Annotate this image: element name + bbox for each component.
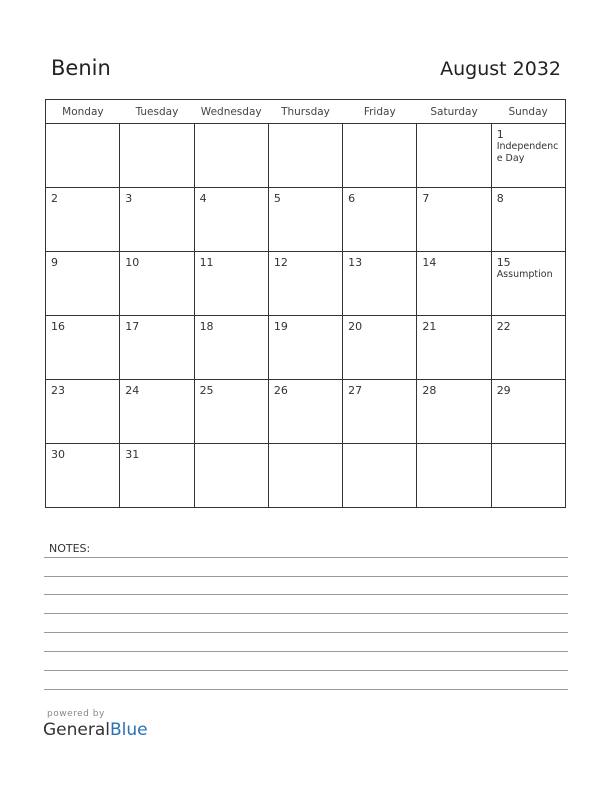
day-cell: [417, 380, 491, 444]
day-cell: [46, 252, 120, 316]
day-cell: [194, 252, 268, 316]
day-cell: [491, 252, 565, 316]
day-cell: [343, 316, 417, 380]
day-cell: [120, 316, 194, 380]
day-cell: [417, 316, 491, 380]
weekday-sunday: Sunday: [491, 100, 565, 124]
day-number: 6: [348, 192, 356, 205]
day-cell: [46, 188, 120, 252]
day-cell: [194, 188, 268, 252]
day-cell: [417, 444, 491, 508]
note-line: [44, 632, 568, 633]
country-title: Benin: [51, 56, 111, 80]
day-cell: [417, 252, 491, 316]
day-number: 23: [51, 384, 65, 397]
day-cell: [268, 444, 342, 508]
logo-blue: Blue: [110, 720, 148, 740]
weekday-friday: Friday: [343, 100, 417, 124]
day-cell: [343, 188, 417, 252]
day-number: 24: [125, 384, 140, 397]
logo-general: General: [43, 720, 110, 740]
day-cell: [194, 380, 268, 444]
day-cell: [120, 124, 194, 188]
generalblue-logo[interactable]: [43, 720, 148, 740]
day-cell: [46, 444, 120, 508]
calendar-week-row: [46, 188, 566, 252]
powered-by-text: powered by: [47, 709, 105, 719]
day-number: 13: [348, 256, 363, 269]
note-line: [44, 557, 568, 558]
day-cell: [268, 252, 342, 316]
note-line: [44, 613, 568, 614]
day-number: 19: [273, 320, 288, 333]
day-number: 14: [422, 256, 437, 269]
day-number: 7: [422, 192, 430, 205]
day-cell: [268, 316, 342, 380]
day-number: 10: [125, 256, 140, 269]
weekday-header-row: [46, 100, 566, 124]
day-number: 25: [199, 384, 214, 397]
weekday-monday: Monday: [46, 100, 120, 124]
notes-label: NOTES:: [49, 542, 91, 555]
day-number: 9: [51, 256, 58, 269]
day-cell: [120, 380, 194, 444]
day-number: 28: [422, 384, 437, 397]
month-year-title: August 2032: [440, 58, 561, 80]
calendar-grid: [45, 99, 566, 508]
day-number: 27: [348, 384, 363, 397]
calendar-week-row: [46, 444, 566, 508]
note-line: [44, 576, 568, 577]
day-cell: [120, 188, 194, 252]
day-number: 11: [199, 256, 214, 269]
holiday-label: Assumption: [496, 269, 553, 280]
weekday-thursday: Thursday: [268, 100, 342, 124]
day-cell: [194, 124, 268, 188]
day-cell: [46, 380, 120, 444]
day-cell: [268, 380, 342, 444]
day-cell: [194, 444, 268, 508]
day-number: 15: [496, 256, 511, 269]
day-number: 18: [199, 320, 214, 333]
day-number: 3: [125, 192, 133, 205]
day-cell: [417, 124, 491, 188]
note-line: [44, 689, 568, 690]
calendar-week-row: [46, 252, 566, 316]
day-number: 5: [273, 192, 281, 205]
day-number: 21: [422, 320, 437, 333]
day-cell: [491, 380, 565, 444]
day-number: 12: [273, 256, 288, 269]
note-line: [44, 594, 568, 595]
day-cell: [268, 124, 342, 188]
day-cell: [343, 380, 417, 444]
day-number: 1: [496, 128, 504, 141]
calendar-week-row: [46, 124, 566, 188]
calendar-week-row: [46, 316, 566, 380]
day-number: 4: [199, 192, 207, 205]
day-number: 26: [273, 384, 288, 397]
weekday-wednesday: Wednesday: [194, 100, 268, 124]
day-cell: [343, 444, 417, 508]
day-cell: [343, 124, 417, 188]
day-cell: [491, 188, 565, 252]
day-cell: [343, 252, 417, 316]
day-cell: [194, 316, 268, 380]
day-number: 31: [125, 448, 140, 461]
day-number: 2: [51, 192, 58, 205]
day-number: 30: [51, 448, 65, 461]
day-number: 20: [348, 320, 363, 333]
day-cell: [491, 316, 565, 380]
weekday-saturday: Saturday: [417, 100, 491, 124]
day-number: 22: [496, 320, 511, 333]
day-number: 29: [496, 384, 511, 397]
day-cell: [268, 188, 342, 252]
note-line: [44, 651, 568, 652]
day-cell: [491, 124, 565, 188]
day-cell: [417, 188, 491, 252]
day-cell: [120, 252, 194, 316]
day-cell: [120, 444, 194, 508]
day-cell: [491, 444, 565, 508]
calendar-week-row: [46, 380, 566, 444]
day-number: 17: [125, 320, 140, 333]
day-cell: [46, 124, 120, 188]
day-cell: [46, 316, 120, 380]
day-number: 8: [496, 192, 504, 205]
note-line: [44, 670, 568, 671]
weekday-tuesday: Tuesday: [120, 100, 194, 124]
day-number: 16: [51, 320, 65, 333]
holiday-label: Independence Day: [496, 141, 559, 164]
